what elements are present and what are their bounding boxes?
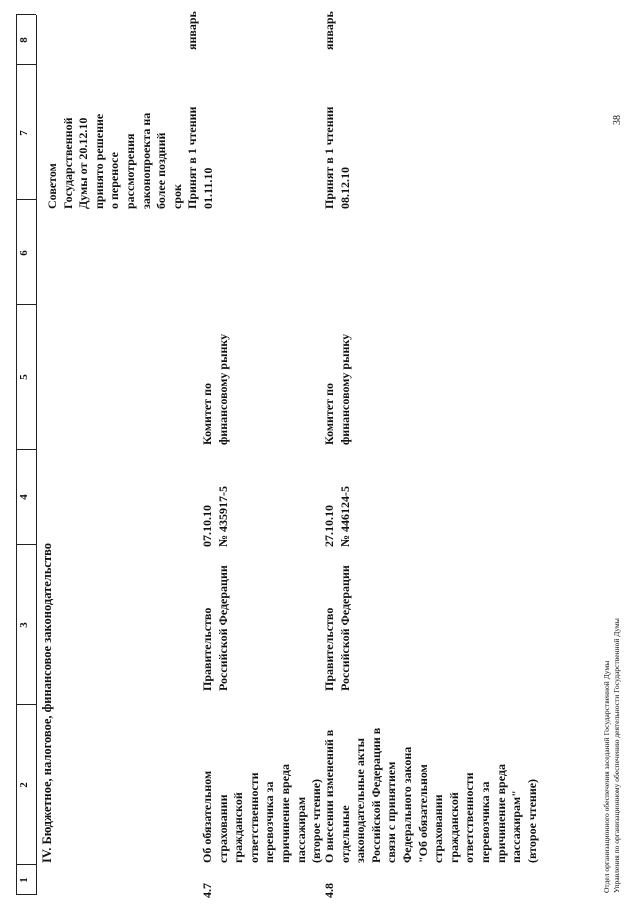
row-4-7-number: 4.7 bbox=[200, 883, 214, 898]
row-4-8-registration: 27.10.10 № 446124-5 bbox=[322, 485, 352, 547]
column-divider bbox=[16, 64, 36, 65]
page-number: 38 bbox=[612, 115, 623, 125]
row-4-7-registration: 07.10.10 № 435917-5 bbox=[200, 485, 230, 547]
row-4-7-name: Об обязательном страховании гражданской ответственности перевозчика за причинение вреда пассажирам (второе чтение) bbox=[200, 764, 324, 863]
header-top-border bbox=[16, 15, 17, 895]
column-number-3: 3 bbox=[18, 622, 30, 628]
column-number-4: 4 bbox=[18, 494, 30, 500]
row-4-8-number: 4.8 bbox=[322, 883, 336, 898]
column-divider bbox=[16, 304, 36, 305]
column-divider bbox=[16, 864, 36, 865]
row-4-7-author: Правительство Российской Федерации bbox=[200, 565, 230, 691]
header-bottom-border bbox=[36, 15, 37, 895]
column-divider bbox=[16, 894, 36, 895]
row-4-8-committee: Комитет по финансовому рынку bbox=[322, 333, 352, 445]
column-divider bbox=[16, 704, 36, 705]
row-4-8-month: январь bbox=[322, 11, 336, 50]
column-number-1: 1 bbox=[18, 877, 30, 883]
column-divider bbox=[16, 449, 36, 450]
footer-line-1: Отдел организационного обеспечения заседаний Государственной Думы bbox=[602, 660, 611, 893]
column-divider bbox=[16, 14, 36, 15]
column-divider bbox=[16, 199, 36, 200]
row-4-7-month: январь bbox=[185, 11, 199, 50]
row-4-8-name: О внесении изменений в отдельные законодательные акты Российской Федерации в связи с принятием Федерального закона "Об обязательном страховании гражданской ответственности перевозчика за причинение вреда пассажирам" (второе чтение) bbox=[322, 727, 539, 863]
column-number-5: 5 bbox=[18, 374, 30, 380]
row-4-7-note: Советом Государственной Думы от 20.12.10 принято решение о переносе рассмотрения законопроекта на более поздний срок Принят в 1 чтении 01.11.10 bbox=[45, 106, 215, 209]
column-number-7: 7 bbox=[18, 130, 30, 136]
row-4-8-note: Принят в 1 чтении 08.12.10 bbox=[322, 106, 352, 209]
column-number-8: 8 bbox=[18, 37, 30, 43]
column-divider bbox=[16, 544, 36, 545]
column-number-2: 2 bbox=[18, 782, 30, 788]
footer-line-2: Управления по организационному обеспечению деятельности Государственной Думы bbox=[612, 618, 621, 893]
row-4-7-committee: Комитет по финансовому рынку bbox=[200, 333, 230, 445]
column-number-6: 6 bbox=[18, 250, 30, 256]
section-title: IV. Бюджетное, налоговое, финансовое законодательство bbox=[40, 542, 54, 863]
row-4-8-author: Правительство Российской Федерации bbox=[322, 565, 352, 691]
